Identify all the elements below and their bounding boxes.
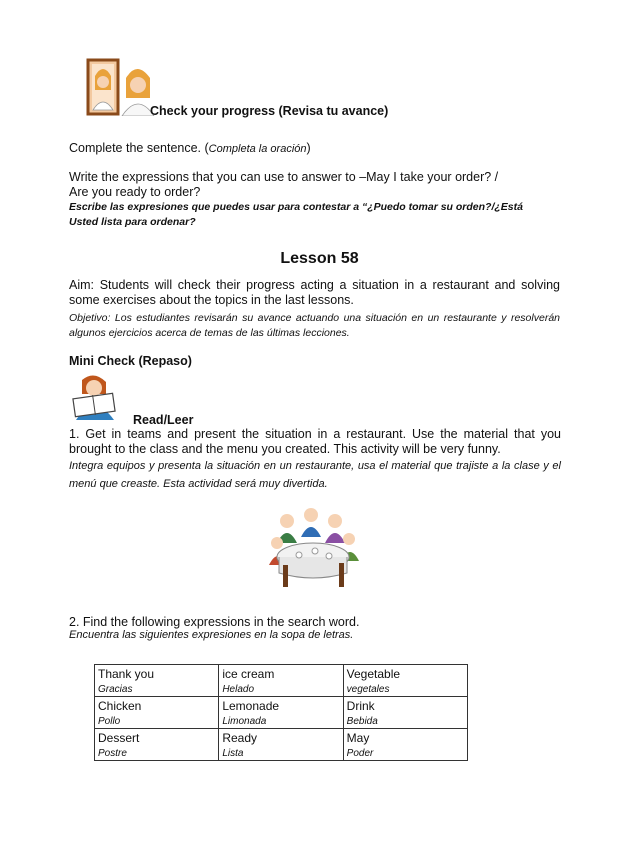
table-row bbox=[95, 665, 468, 697]
translation: Postre bbox=[98, 748, 127, 759]
translation: Gracias bbox=[98, 684, 133, 695]
table-cell bbox=[219, 697, 343, 729]
reading-girl-icon bbox=[68, 374, 122, 422]
read-item-1: 1. Get in teams and present the situation in a restaurant. Use the material that you brought to the class and the menu you created. This activity will be very funny. bbox=[69, 427, 561, 456]
read-item-1-es: Integra equipos y presenta la situación en un restaurante, usa el material que trajiste a la clase y el menú que creaste. Esta actividad será muy divertida. bbox=[69, 460, 561, 490]
translation: Limonada bbox=[222, 716, 267, 727]
word: ice cream bbox=[222, 667, 275, 681]
table-row bbox=[95, 729, 468, 761]
restaurant-table-illustration bbox=[265, 499, 362, 591]
table-cell bbox=[95, 729, 219, 761]
progress-instruction bbox=[69, 141, 311, 157]
table-cell bbox=[95, 665, 219, 697]
lesson-aim: Aim: Students will check their progress acting a situation in a restaurant and solving some exercises about the topics in the last lessons. bbox=[69, 278, 560, 307]
word: Lemonade bbox=[222, 699, 280, 713]
table-cell bbox=[343, 665, 467, 697]
progress-title: Check your progress (Revisa tu avance) bbox=[150, 104, 389, 118]
lesson-title: Lesson 58 bbox=[280, 250, 359, 267]
translation: Bebida bbox=[346, 716, 378, 727]
word: Thank you bbox=[98, 667, 155, 681]
search-item-2: 2. Find the following expressions in the search word. bbox=[69, 615, 360, 629]
mini-check-title: Mini Check (Repaso) bbox=[69, 354, 192, 368]
instruction-es: Completa la oración bbox=[208, 143, 307, 155]
translation: Poder bbox=[346, 748, 374, 759]
word: May bbox=[346, 731, 370, 745]
word: Ready bbox=[222, 731, 258, 745]
translation: vegetales bbox=[346, 684, 390, 695]
progress-task-es bbox=[69, 200, 569, 230]
translation: Helado bbox=[222, 684, 255, 695]
table-cell bbox=[219, 729, 343, 761]
task-line-2: Are you ready to order? bbox=[69, 185, 201, 199]
table-cell bbox=[219, 665, 343, 697]
table-cell bbox=[343, 697, 467, 729]
search-item-2-es: Encuentra las siguientes expresiones en la sopa de letras. bbox=[69, 629, 354, 641]
translation: Lista bbox=[222, 748, 244, 759]
word: Chicken bbox=[98, 699, 142, 713]
vocabulary-table bbox=[94, 664, 468, 761]
progress-task bbox=[69, 170, 569, 200]
task-line-1: Write the expressions that you can use to answer to –May I take your order? / bbox=[69, 170, 499, 184]
table-row bbox=[95, 697, 468, 729]
word: Drink bbox=[346, 699, 375, 713]
word: Vegetable bbox=[346, 667, 401, 681]
word: Dessert bbox=[98, 731, 140, 745]
table-cell bbox=[343, 729, 467, 761]
task-es-line-1: Escribe las expresiones que puedes usar para contestar a “¿Puedo tomar su orden?/¿Está bbox=[69, 201, 523, 213]
lesson-objective: Objetivo: Los estudiantes revisarán su avance actuando una situación en un restaurante y resolverán algunos ejercicios acerca de temas de las últimas lecciones. bbox=[69, 312, 560, 339]
task-es-line-2: Usted lista para ordenar? bbox=[69, 216, 196, 228]
translation: Pollo bbox=[98, 716, 121, 727]
mirror-girl-icon bbox=[86, 58, 158, 116]
instruction-close: ) bbox=[306, 141, 311, 155]
table-cell bbox=[95, 697, 219, 729]
instruction-text: Complete the sentence. ( bbox=[69, 141, 209, 155]
read-title: Read/Leer bbox=[133, 413, 194, 427]
